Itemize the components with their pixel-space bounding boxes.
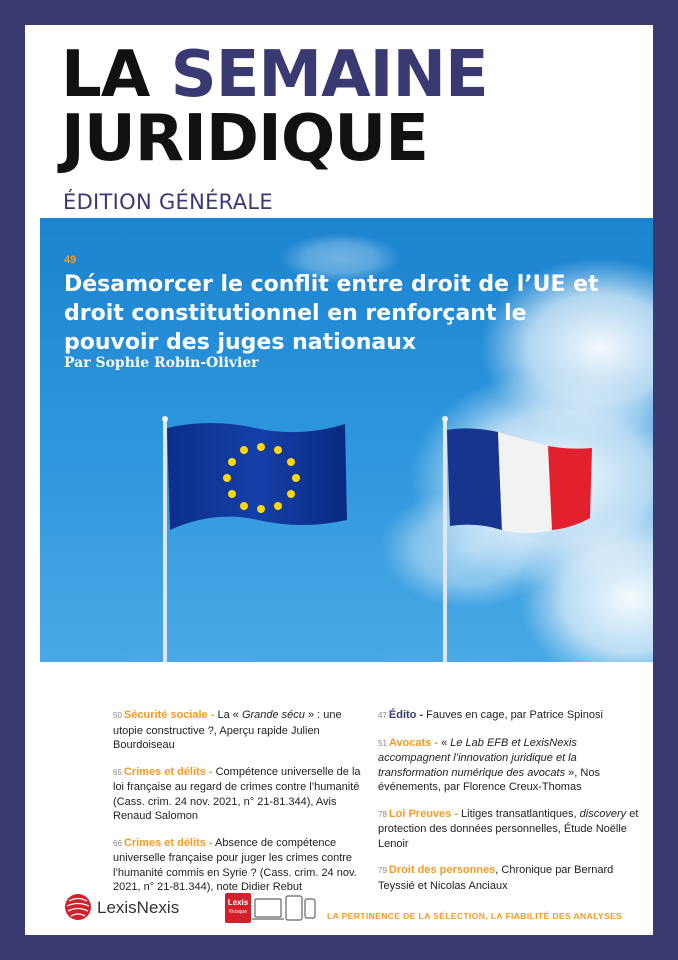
summary-right <box>378 708 640 905</box>
cover-image <box>40 218 653 662</box>
article-author: Par Sophie Robin-Olivier <box>64 355 259 371</box>
summary-item[interactable]: 50 Sécurité sociale - La « Grande sécu » : une utopie constructive ?, Aperçu rapide Julien Bourdoiseau <box>113 709 342 751</box>
masthead-la: LA <box>61 38 150 112</box>
summary-item[interactable]: 78 Loi Preuves - Litiges transatlantiques, discovery et protection des données personnelles, Étude Noëlle Lenoir <box>378 807 639 850</box>
lexis-kiosque-badge[interactable] <box>225 891 325 930</box>
article-title[interactable]: Désamorcer le conflit entre droit de l’UE et droit constitutionnel en renforçant le pouvoir des juges nationaux <box>64 272 599 355</box>
summary-left <box>113 708 365 907</box>
masthead-semaine: SEMAINE <box>170 38 488 112</box>
eu-flag <box>162 416 347 662</box>
publisher-name: LexisNexis <box>97 898 180 917</box>
summary-item[interactable]: 66 Crimes et délits - Absence de compétence universelle française pour juger les crimes contre l’humanité commis en Syrie ? (Cass. crim. 24 nov. 2021, n° 21-81.344), note Didier Rebut <box>113 836 357 893</box>
masthead <box>61 38 488 176</box>
article-number: 49 <box>64 254 77 266</box>
edition-label: ÉDITION GÉNÉRALE <box>63 190 273 214</box>
summary-item[interactable]: 65 Crimes et délits - Compétence universelle de la loi française au regard de crimes contre l’humanité (Cass. crim. 24 nov. 2021, n° 21-81.344), Avis Renaud Salomon <box>113 765 361 822</box>
kiosque-line1: Lexis <box>227 898 249 907</box>
lexisnexis-globe-icon <box>65 894 91 920</box>
summary-item[interactable]: 51 Avocats - « Le Lab EFB et LexisNexis accompagnent l’innovation juridique et la transformation numérique des avocats », Nos événements, par Florence Creux-Thomas <box>378 736 600 793</box>
masthead-juridique: JURIDIQUE <box>61 102 428 176</box>
kiosque-line2: Kiosque <box>228 909 248 915</box>
summary-item[interactable]: 79 Droit des personnes, Chronique par Bernard Teyssié et Nicolas Anciaux <box>378 864 614 892</box>
lexisnexis-logo[interactable] <box>63 892 213 927</box>
tagline: LA PERTINENCE DE LA SÉLECTION, LA FIABILITÉ DES ANALYSES <box>327 911 623 921</box>
devices-icon <box>252 896 315 920</box>
summary-item[interactable]: 47 Édito - Fauves en cage, par Patrice Spinosi <box>378 709 603 721</box>
